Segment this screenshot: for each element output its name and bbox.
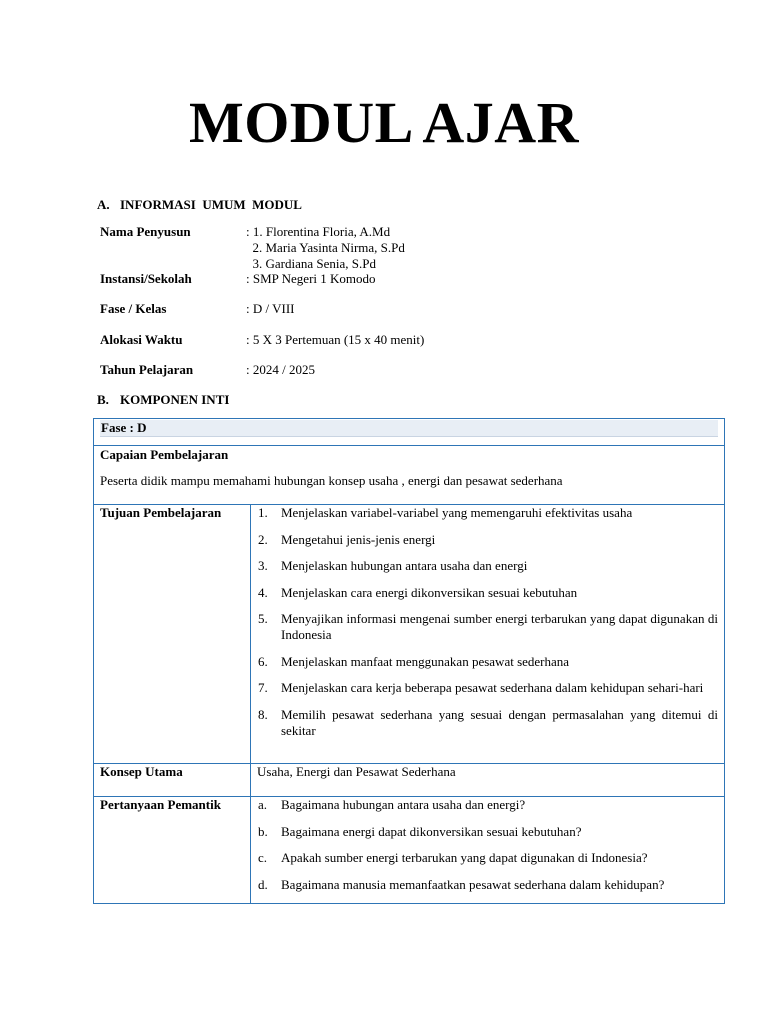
page-title: MODUL AJAR xyxy=(188,90,580,155)
list-item-number: 4. xyxy=(258,584,268,600)
pertanyaan-label: Pertanyaan Pemantik xyxy=(100,797,221,812)
instansi-value xyxy=(246,271,376,287)
fase-label: Fase : D xyxy=(100,420,718,437)
list-item xyxy=(257,824,718,840)
penyusun-line-3: 3. Gardiana Senia, S.Pd xyxy=(246,256,376,271)
list-item xyxy=(257,585,718,601)
list-item-text: Mengetahui jenis-jenis energi xyxy=(281,531,436,547)
list-item xyxy=(257,505,718,521)
instansi-label: Instansi/Sekolah xyxy=(100,271,192,286)
section-b-title: KOMPONEN INTI xyxy=(120,392,230,407)
list-item-number: 2. xyxy=(258,531,268,547)
section-a-title: INFORMASI UMUM MODUL xyxy=(120,197,302,212)
list-item xyxy=(257,611,718,643)
pertanyaan-list-cell xyxy=(251,797,725,904)
alokasi-waktu-line: : 5 X 3 Pertemuan (15 x 40 menit) xyxy=(246,332,425,347)
penyusun-line-1: : 1. Florentina Floria, A.Md xyxy=(246,224,391,239)
penyusun-line-2: 2. Maria Yasinta Nirma, S.Pd xyxy=(246,240,405,255)
tahun-pelajaran-label: Tahun Pelajaran xyxy=(100,362,194,377)
pertanyaan-label-cell xyxy=(94,797,251,904)
instansi-line: : SMP Negeri 1 Komodo xyxy=(246,271,376,286)
capaian-cell xyxy=(94,446,725,505)
pertanyaan-list xyxy=(257,797,718,893)
fase-kelas-value xyxy=(246,301,295,317)
list-item-text: Bagaimana manusia memanfaatkan pesawat sederhana dalam kehidupan? xyxy=(281,876,665,892)
nama-penyusun-value xyxy=(246,224,405,272)
list-item-text: Menjelaskan cara kerja beberapa pesawat sederhana dalam kehidupan sehari-hari xyxy=(281,680,704,695)
list-item-letter: b. xyxy=(258,823,268,839)
list-item-letter: c. xyxy=(258,850,268,865)
alokasi-waktu-value xyxy=(246,332,424,348)
list-item xyxy=(257,850,718,866)
section-b-heading xyxy=(97,392,229,408)
section-a-letter: A. xyxy=(97,197,110,212)
tujuan-row xyxy=(94,505,725,764)
konsep-label: Konsep Utama xyxy=(100,764,183,779)
list-item-letter: d. xyxy=(258,876,268,892)
list-item xyxy=(257,558,718,574)
list-item-number: 8. xyxy=(258,706,268,722)
list-item xyxy=(257,797,718,813)
section-b-letter: B. xyxy=(97,392,109,407)
konsep-row xyxy=(94,764,725,797)
tujuan-label-cell xyxy=(94,505,251,764)
tahun-pelajaran-value xyxy=(246,362,315,378)
alokasi-waktu-label: Alokasi Waktu xyxy=(100,332,183,347)
fase-row xyxy=(94,419,725,446)
tahun-pelajaran-line: : 2024 / 2025 xyxy=(246,362,315,377)
list-item-number: 3. xyxy=(258,558,268,573)
tujuan-label: Tujuan Pembelajaran xyxy=(100,505,222,520)
capaian-row xyxy=(94,446,725,505)
fase-kelas-label: Fase / Kelas xyxy=(100,301,167,316)
tujuan-list-cell xyxy=(251,505,725,764)
list-item xyxy=(257,680,718,696)
list-item xyxy=(257,654,718,670)
list-item-number: 1. xyxy=(258,505,268,520)
pertanyaan-row xyxy=(94,797,725,904)
fase-kelas-line: : D / VIII xyxy=(246,301,295,316)
list-item xyxy=(257,877,718,893)
fase-cell xyxy=(94,419,725,446)
list-item-number: 5. xyxy=(258,611,268,626)
list-item xyxy=(257,707,718,739)
list-item-text: Menjelaskan manfaat menggunakan pesawat sederhana xyxy=(281,653,570,669)
list-item-text: Bagaimana energi dapat dikonversikan sesuai kebutuhan? xyxy=(281,823,582,839)
list-item-text: Menyajikan informasi mengenai sumber energi terbarukan yang dapat digunakan di Indonesia xyxy=(281,611,718,642)
capaian-text: Peserta didik mampu memahami hubungan konsep usaha , energi dan pesawat sederhana xyxy=(100,473,563,488)
list-item-text: Apakah sumber energi terbarukan yang dapat digunakan di Indonesia? xyxy=(281,850,648,865)
list-item-text: Menjelaskan cara energi dikonversikan sesuai kebutuhan xyxy=(281,584,578,600)
list-item-text: Menjelaskan hubungan antara usaha dan energi xyxy=(281,558,528,573)
list-item-number: 7. xyxy=(258,680,268,695)
list-item-text: Menjelaskan variabel-variabel yang memengaruhi efektivitas usaha xyxy=(281,505,633,520)
list-item-text: Memilih pesawat sederhana yang sesuai dengan permasalahan yang ditemui di sekitar xyxy=(281,706,718,738)
list-item xyxy=(257,532,718,548)
list-item-number: 6. xyxy=(258,653,268,669)
komponen-inti-table xyxy=(93,418,725,904)
list-item-letter: a. xyxy=(258,797,268,812)
konsep-value: Usaha, Energi dan Pesawat Sederhana xyxy=(251,764,725,797)
list-item-text: Bagaimana hubungan antara usaha dan energi? xyxy=(281,797,526,812)
nama-penyusun-label: Nama Penyusun xyxy=(100,224,191,239)
konsep-label-cell xyxy=(94,764,251,797)
capaian-title: Capaian Pembelajaran xyxy=(100,447,229,462)
tujuan-list xyxy=(257,505,718,739)
section-a-heading xyxy=(97,197,302,213)
